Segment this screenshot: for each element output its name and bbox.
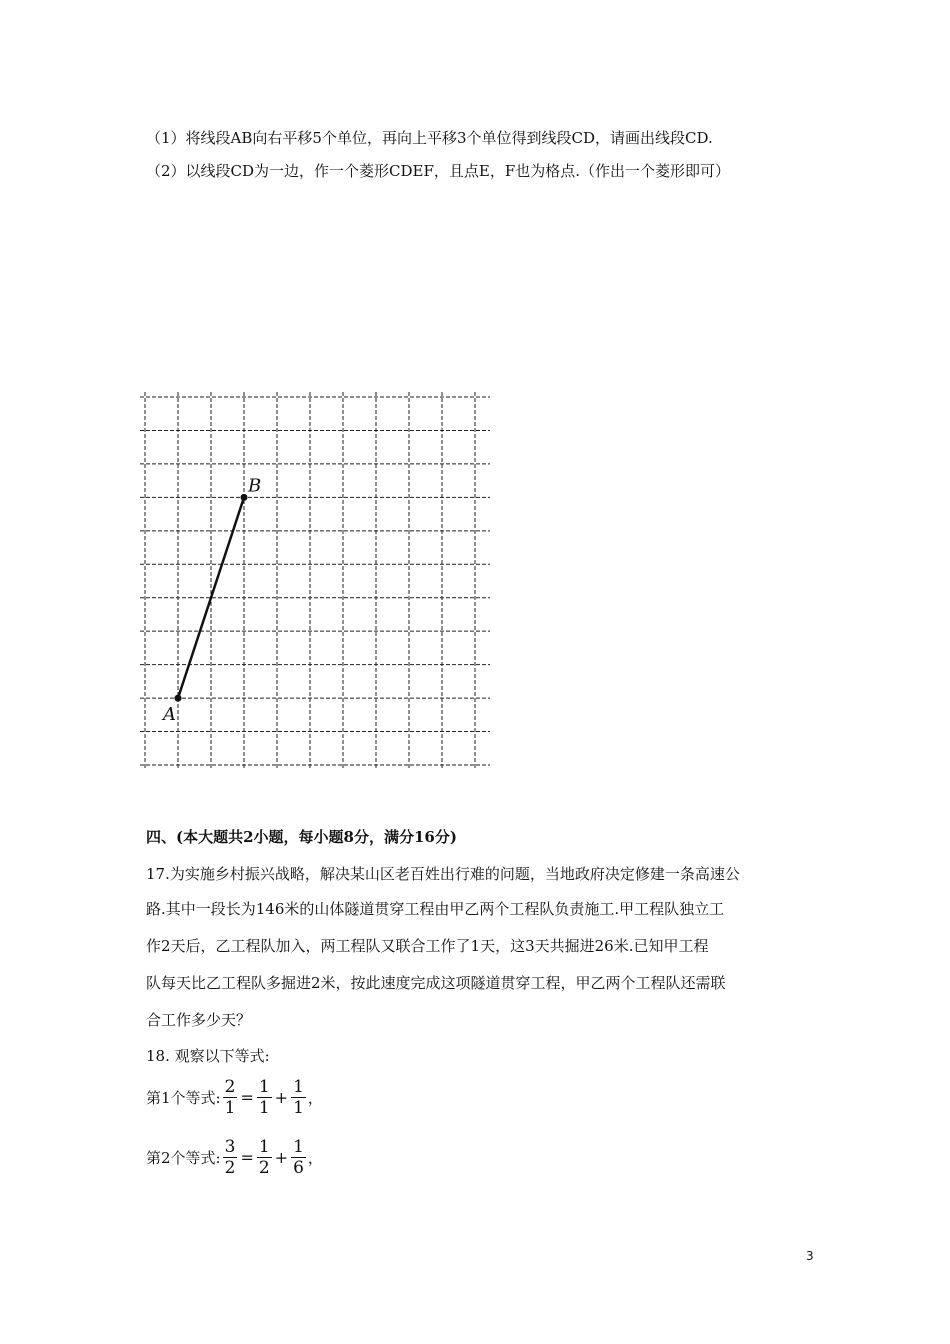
q17-line-3: 作2天后，乙工程队加入，两工程队又联合工作了1天，这3天共掘进26米.已知甲工程 xyxy=(146,937,709,955)
label-a: A xyxy=(163,704,176,726)
label-b: B xyxy=(248,475,262,497)
eq2-plus: + xyxy=(274,1148,289,1167)
eq2-lhs: $\frac{3}{2}$ xyxy=(224,1137,236,1178)
q17-line-1: 17.为实施乡村振兴战略，解决某山区老百姓出行难的问题，当地政府决定修建一条高速公 xyxy=(146,865,740,883)
grid-lines xyxy=(140,392,490,770)
q17-line-5: 合工作多少天？ xyxy=(146,1011,252,1029)
eq1-equals: = xyxy=(240,1088,254,1107)
eq2-term-b: $\frac{1}{6}$ xyxy=(293,1137,304,1178)
section-heading: 四、(本大题共2小题，每小题8分，满分16分) xyxy=(146,828,457,846)
eq2-equals: = xyxy=(240,1148,254,1167)
eq2-term-a: $\frac{1}{2}$ xyxy=(258,1137,270,1178)
point-a xyxy=(175,695,182,702)
eq1-term-a: $\frac{1}{1}$ xyxy=(258,1077,270,1118)
q18-equation-2 xyxy=(146,1137,323,1178)
eq2-label: 第2个等式: xyxy=(146,1149,221,1167)
q18-equation-1 xyxy=(146,1077,323,1118)
q16-part1: （1）将线段AB向右平移5个单位，再向上平移3个单位得到线段CD，请画出线段CD. xyxy=(146,129,713,147)
q18-intro: 18. 观察以下等式: xyxy=(146,1047,270,1065)
eq1-term-b: $\frac{1}{1}$ xyxy=(293,1077,304,1118)
grid-figure xyxy=(140,392,530,812)
eq1-end: ， xyxy=(307,1089,323,1107)
eq1-lhs: $\frac{2}{1}$ xyxy=(224,1077,236,1118)
eq2-end: ， xyxy=(307,1149,323,1167)
eq1-label: 第1个等式: xyxy=(146,1089,221,1107)
eq1-plus: + xyxy=(274,1088,289,1107)
q17-line-2: 路.其中一段长为146米的山体隧道贯穿工程由甲乙两个工程队负责施工.甲工程队独立工 xyxy=(146,900,725,918)
q17-line-4: 队每天比乙工程队多掘进2米，按此速度完成这项隧道贯穿工程，甲乙两个工程队还需联 xyxy=(146,974,726,992)
q16-part2: （2）以线段CD为一边，作一个菱形CDEF，且点E，F也为格点.（作出一个菱形即可） xyxy=(146,162,731,180)
page-number: 3 xyxy=(806,1249,814,1263)
point-b xyxy=(241,494,248,501)
